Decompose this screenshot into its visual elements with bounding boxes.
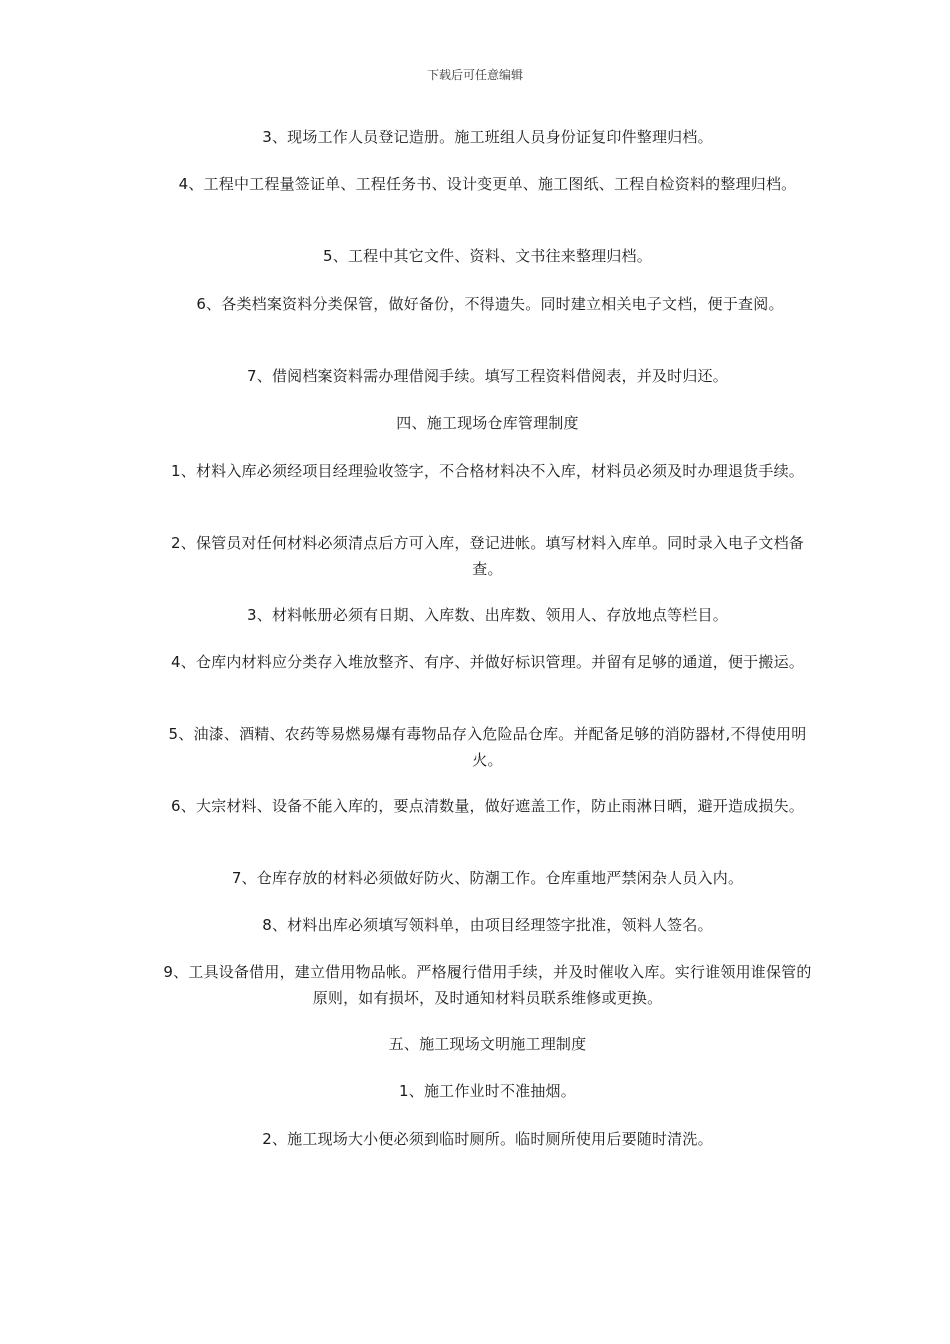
paragraph-item: 5、工程中其它文件、资料、文书往来整理归档。: [323, 247, 652, 265]
paragraph-item: 1、施工作业时不准抽烟。: [399, 1082, 576, 1100]
paragraph-item: 4、工程中工程量签证单、工程任务书、设计变更单、施工图纸、工程自检资料的整理归档。: [178, 175, 797, 193]
paragraph-item: 4、仓库内材料应分类存入堆放整齐、有序、并做好标识管理。并留有足够的通道，便于搬运。: [171, 653, 804, 671]
paragraph-item: 6、大宗材料、设备不能入库的，要点清数量，做好遮盖工作，防止雨淋日晒，避开造成损失。: [171, 797, 804, 815]
paragraph-item: 7、借阅档案资料需办理借阅手续。填写工程资料借阅表，并及时归还。: [247, 367, 728, 385]
paragraph-item: 2、保管员对任何材料必须清点后方可入库，登记进帐。填写材料入库单。同时录入电子文档备查。: [171, 534, 804, 578]
page-header: 下载后可任意编辑: [426, 68, 523, 82]
paragraph-item: 2、施工现场大小便必须到临时厕所。临时厕所使用后要随时清洗。: [262, 1130, 713, 1148]
section-heading-5: 五、施工现场文明施工理制度: [388, 1035, 587, 1053]
paragraph-item: 3、现场工作人员登记造册。施工班组人员身份证复印件整理归档。: [262, 128, 713, 146]
section-heading-4: 四、施工现场仓库管理制度: [396, 414, 579, 432]
paragraph-item: 5、油漆、酒精、农药等易燃易爆有毒物品存入危险品仓库。并配备足够的消防器材,不得使用明火。: [168, 725, 807, 769]
paragraph-item: 6、各类档案资料分类保管，做好备份，不得遗失。同时建立相关电子文档，便于查阅。: [196, 295, 784, 313]
paragraph-item: 7、仓库存放的材料必须做好防火、防潮工作。仓库重地严禁闲杂人员入内。: [231, 869, 744, 887]
paragraph-item: 9、工具设备借用，建立借用物品帐。严格履行借用手续，并及时催收入库。实行谁领用谁保管的原则，如有损坏，及时通知材料员联系维修或更换。: [163, 963, 812, 1007]
paragraph-item: 3、材料帐册必须有日期、入库数、出库数、领用人、存放地点等栏目。: [247, 606, 728, 624]
paragraph-item: 8、材料出库必须填写领料单，由项目经理签字批准，领料人签名。: [262, 916, 713, 934]
paragraph-item: 1、材料入库必须经项目经理验收签字，不合格材料决不入库，材料员必须及时办理退货手续。: [171, 462, 804, 480]
